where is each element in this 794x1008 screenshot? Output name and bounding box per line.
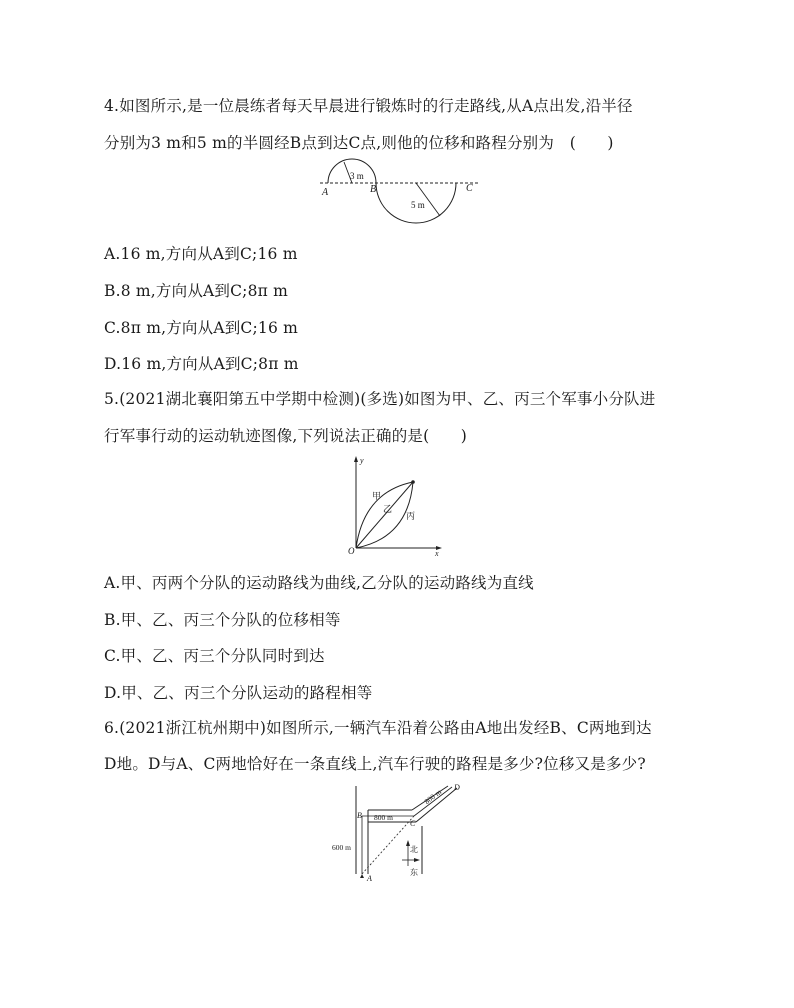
q6-figure <box>330 782 470 884</box>
q6-label-800-bc: 800 m <box>374 813 393 822</box>
q6-label-b: B <box>357 811 362 820</box>
q6-label-c: C <box>410 819 416 828</box>
q5-label-jia: 甲 <box>372 491 382 501</box>
q6-label-north: 北 <box>410 845 418 854</box>
q5-figure <box>346 454 446 556</box>
q4-option-d: D.16 m,方向从A到C;8π m <box>104 355 299 373</box>
q5-option-c: C.甲、乙、丙三个分队同时到达 <box>104 647 325 665</box>
q6-label-600: 600 m <box>332 843 351 852</box>
q5-option-a: A.甲、丙两个分队的运动路线为曲线,乙分队的运动路线为直线 <box>104 574 534 592</box>
q5-label-yi: 乙 <box>383 504 393 514</box>
q6-label-d: D <box>454 783 460 792</box>
q4-label-c: C <box>466 183 473 194</box>
q4-figure <box>316 158 482 234</box>
q4-label-r1: 3 m <box>350 171 364 181</box>
q5-origin: O <box>348 546 355 556</box>
q5-stem-line1: 5.(2021湖北襄阳第五中学期中检测)(多选)如图为甲、乙、丙三个军事小分队进 <box>104 390 656 408</box>
q6-label-east: 东 <box>410 868 418 877</box>
q4-option-c: C.8π m,方向从A到C;16 m <box>104 319 299 337</box>
q5-option-b: B.甲、乙、丙三个分队的位移相等 <box>104 611 341 629</box>
q5-label-bing: 丙 <box>406 511 416 521</box>
q6-stem-line1: 6.(2021浙江杭州期中)如图所示,一辆汽车沿着公路由A地出发经B、C两地到达 <box>104 719 652 737</box>
q5-axis-y: y <box>360 456 364 465</box>
q6-label-800-cd: 800 m <box>422 787 444 807</box>
q4-label-b: B <box>370 184 377 195</box>
q5-axis-x: x <box>435 549 439 556</box>
q4-label-r2: 5 m <box>411 200 425 210</box>
q6-label-a: A <box>367 874 372 883</box>
q5-stem-line2: 行军事行动的运动轨迹图像,下列说法正确的是( ) <box>104 427 468 445</box>
q6-stem-line2: D地。D与A、C两地恰好在一条直线上,汽车行驶的路程是多少?位移又是多少? <box>104 755 646 773</box>
q4-stem-line1: 4.如图所示,是一位晨练者每天早晨进行锻炼时的行走路线,从A点出发,沿半径 <box>104 97 633 115</box>
q4-label-a: A <box>322 187 329 198</box>
q5-option-d: D.甲、乙、丙三个分队运动的路程相等 <box>104 684 373 702</box>
q4-option-b: B.8 m,方向从A到C;8π m <box>104 282 289 300</box>
q4-option-a: A.16 m,方向从A到C;16 m <box>104 245 298 263</box>
q4-stem-line2: 分别为3 m和5 m的半圆经B点到达C点,则他的位移和路程分别为 ( ) <box>104 134 614 152</box>
